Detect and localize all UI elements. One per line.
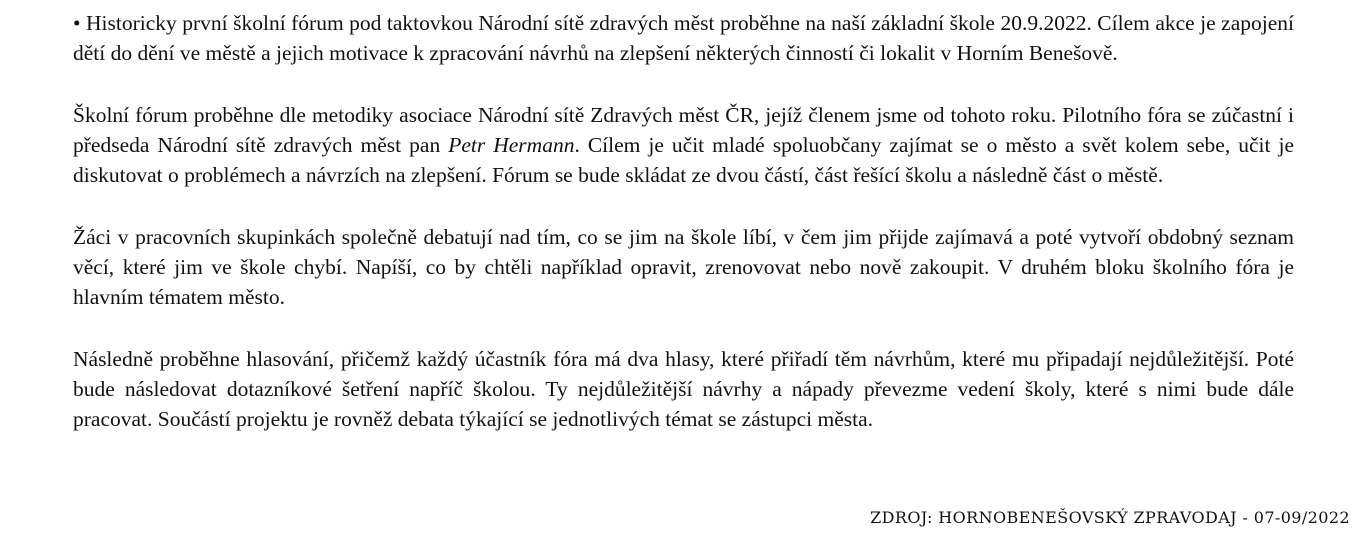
paragraph-intro: • Historicky první školní fórum pod taktovkou Národní sítě zdravých měst proběhne na naší základní škole 20.9.2022. Cílem akce je zapojení dětí do dění ve městě a jejich motivace k zpracování návrhů na zlepšení některých činností či lokalit v Horním Benešově. <box>73 11 1294 65</box>
paragraph-groups: Žáci v pracovních skupinkách společně debatují nad tím, co se jim na škole líbí, v čem jim přijde zajímavá a poté vytvoří obdobný seznam věcí, které jim ve škole chybí. Napíší, co by chtěli například opravit, zrenovovat nebo nově zakoupit. V druhém bloku školního fóra je hlavním tématem město. <box>73 225 1294 309</box>
person-name: Petr Hermann <box>448 133 575 157</box>
paragraph-methodology-text-end: . Cílem je učit mladé spoluobčany zajímat se o město a svět kolem sebe, učit je diskutovat o problémech a návrzích na zlepšení. Fórum se bude skládat ze dvou částí, část řešící školu a následně část o městě. <box>73 133 1294 187</box>
article-body <box>73 8 1294 434</box>
paragraph-voting: Následně proběhne hlasování, přičemž každý účastník fóra má dva hlasy, které přiřadí těm návrhům, které mu připadají nejdůležitější. Poté bude následovat dotazníkové šetření napříč školou. Ty nejdůležitější návrhy a nápady převezme vedení školy, které s nimi bude dále pracovat. Součástí projektu je rovněž debata týkající se jednotlivých témat se zástupci města. <box>73 347 1294 431</box>
paragraph-methodology <box>73 100 1294 190</box>
source-citation: ZDROJ: HORNOBENEŠOVSKÝ ZPRAVODAJ - 07-09/2022 <box>870 508 1350 527</box>
paragraph-methodology-text-start: Školní fórum proběhne dle metodiky asociace Národní sítě Zdravých měst ČR, jejíž členem jsme od tohoto roku. Pilotního fóra se zúčastní i předseda Národní sítě zdravých měst pan <box>73 103 1294 157</box>
